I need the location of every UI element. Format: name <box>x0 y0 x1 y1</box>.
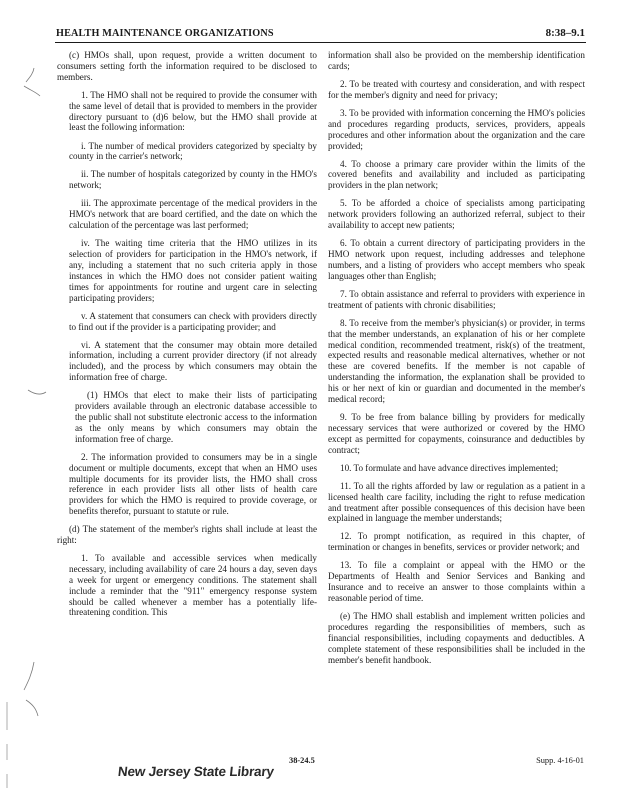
right-column <box>328 50 585 665</box>
paragraph-c-1-i: i. The number of medical providers categorized by specialty by county in the carrier's network; <box>69 140 317 162</box>
running-header-title: HEALTH MAINTENANCE ORGANIZATIONS <box>56 28 274 39</box>
paragraph-c-1-iii: iii. The approximate percentage of the medical providers in the HMO's network that are board certified, and the date on which the calculation of the percentage was last performed; <box>69 198 317 231</box>
paragraph-d-13: 13. To file a complaint or appeal with the HMO or the Departments of Health and Senior Services and Banking and Insurance and to receive an answer to those complaints within a reasonable period of time. <box>328 560 585 603</box>
paragraph-d-4: 4. To choose a primary care provider within the limits of the covered benefits and availability and included as participating providers in the plan network; <box>328 158 585 191</box>
paragraph-d-2: 2. To be treated with courtesy and consideration, and with respect for the member's dignity and need for privacy; <box>328 78 585 100</box>
paragraph-d-10: 10. To formulate and have advance directives implemented; <box>340 462 559 473</box>
paragraph-e: (e) The HMO shall establish and implement written policies and procedures regarding the responsibilities of members, such as financial responsibilities, including copayments and deductibles. A complete statement of these responsibilities shall be included in the member's benefit handbook. <box>328 611 585 665</box>
paragraph-c-1-vi: vi. A statement that the consumer may obtain more detailed information, including a current provider directory (if not already included), and the process by which consumers may obtain the information free of charge. <box>69 339 317 383</box>
paragraph-d-1-cont: information shall also be provided on the membership identification cards; <box>328 50 585 71</box>
paragraph-d-12: 12. To prompt notification, as required in this chapter, of termination or changes in benefits, services or provider network; and <box>328 531 585 553</box>
margin-scan-mark-middle <box>26 384 50 408</box>
page-number: 38-24.5 <box>289 756 315 765</box>
header-rule <box>55 42 586 43</box>
paragraph-d-3: 3. To be provided with information concerning the HMO's policies and procedures regarding products, services, providers, appeals procedures and other information about the organization and the care provided; <box>328 107 585 151</box>
left-column <box>57 50 317 618</box>
margin-scan-mark-bottom <box>20 660 46 720</box>
paragraph-d-6: 6. To obtain a current directory of participating providers in the HMO network upon request, including addresses and telephone numbers, and a listing of providers who accept members who speak languages other than English; <box>328 238 585 281</box>
paragraph-c-1: 1. The HMO shall not be required to provide the consumer with the same level of detail that is provided to members in the provider directory pursuant to (d)6 below, but the HMO shall provide at least the following information: <box>69 89 317 133</box>
paragraph-d-7: 7. To obtain assistance and referral to providers with experience in treatment of patients with chronic disabilities; <box>328 288 585 310</box>
paragraph-c-1-ii: ii. The number of hospitals categorized by county in the HMO's network; <box>69 169 317 191</box>
margin-scan-mark-top <box>20 66 44 100</box>
paragraph-c-1-vi-1: (1) HMOs that elect to make their lists of participating providers available through an electronic database accessible to the public shall not substitute electronic access to the information as the only means by which consumers may obtain the information free of charge. <box>75 390 317 444</box>
paragraph-d: (d) The statement of the member's rights shall include at least the right: <box>57 524 317 546</box>
paragraph-d-9: 9. To be free from balance billing by providers for medically necessary services that were authorized or covered by the HMO except as permitted for copayments, coinsurance and deductibles by contract; <box>328 412 585 455</box>
running-header-section: 8:38–9.1 <box>545 27 585 39</box>
paragraph-d-8: 8. To receive from the member's physician(s) or provider, in terms that the member understands, an explanation of his or her complete medical condition, recommended treatment, risk(s) of the treatment, expected results and reasonable medical alternatives, whether or not these are covered benefits. If the member is not capable of understanding the information, the explanation shall be provided to his or her next of kin or guardian and documented in the member's medical record; <box>328 317 585 404</box>
supplement-date: Supp. 4-16-01 <box>536 756 584 765</box>
margin-scan-mark-edge <box>4 700 10 790</box>
library-stamp: New Jersey State Library <box>117 764 275 779</box>
paragraph-c-1-v: v. A statement that consumers can check with providers directly to find out if the provider is a participating provider; and <box>69 310 317 332</box>
paragraph-d-5: 5. To be afforded a choice of specialists among participating network providers following an authorized referral, subject to their availability to accept new patients; <box>328 198 585 231</box>
paragraph-d-1: 1. To available and accessible services when medically necessary, including availability of care 24 hours a day, seven days a week for urgent or emergency conditions. The statement shall include a reminder that the "911" emergency response system should be called whenever a member has a potentially life-threatening condition. This <box>69 553 317 618</box>
paragraph-c-2: 2. The information provided to consumers may be in a single document or multiple documents, except that when an HMO uses multiple documents for its provider lists, the HMO shall cross reference in each provider lists all other lists of health care providers for which the HMO is required to provide coverage, or benefits therefor, pursuant to statute or rule. <box>69 451 317 517</box>
paragraph-c-1-iv: iv. The waiting time criteria that the HMO utilizes in its selection of providers for participation in the HMO's network, if any, including a statement that no such criteria apply in those instances in which the HMO does not consider patient waiting times for appointments for routine and urgent care in selecting participating providers; <box>69 238 317 303</box>
paragraph-c: (c) HMOs shall, upon request, provide a written document to consumers setting forth the information required to be disclosed to members. <box>57 50 317 82</box>
paragraph-d-11: 11. To all the rights afforded by law or regulation as a patient in a licensed health care facility, including the right to refuse medication and treatment after possible consequences of this decision have been explained in language the member understands; <box>328 480 585 524</box>
